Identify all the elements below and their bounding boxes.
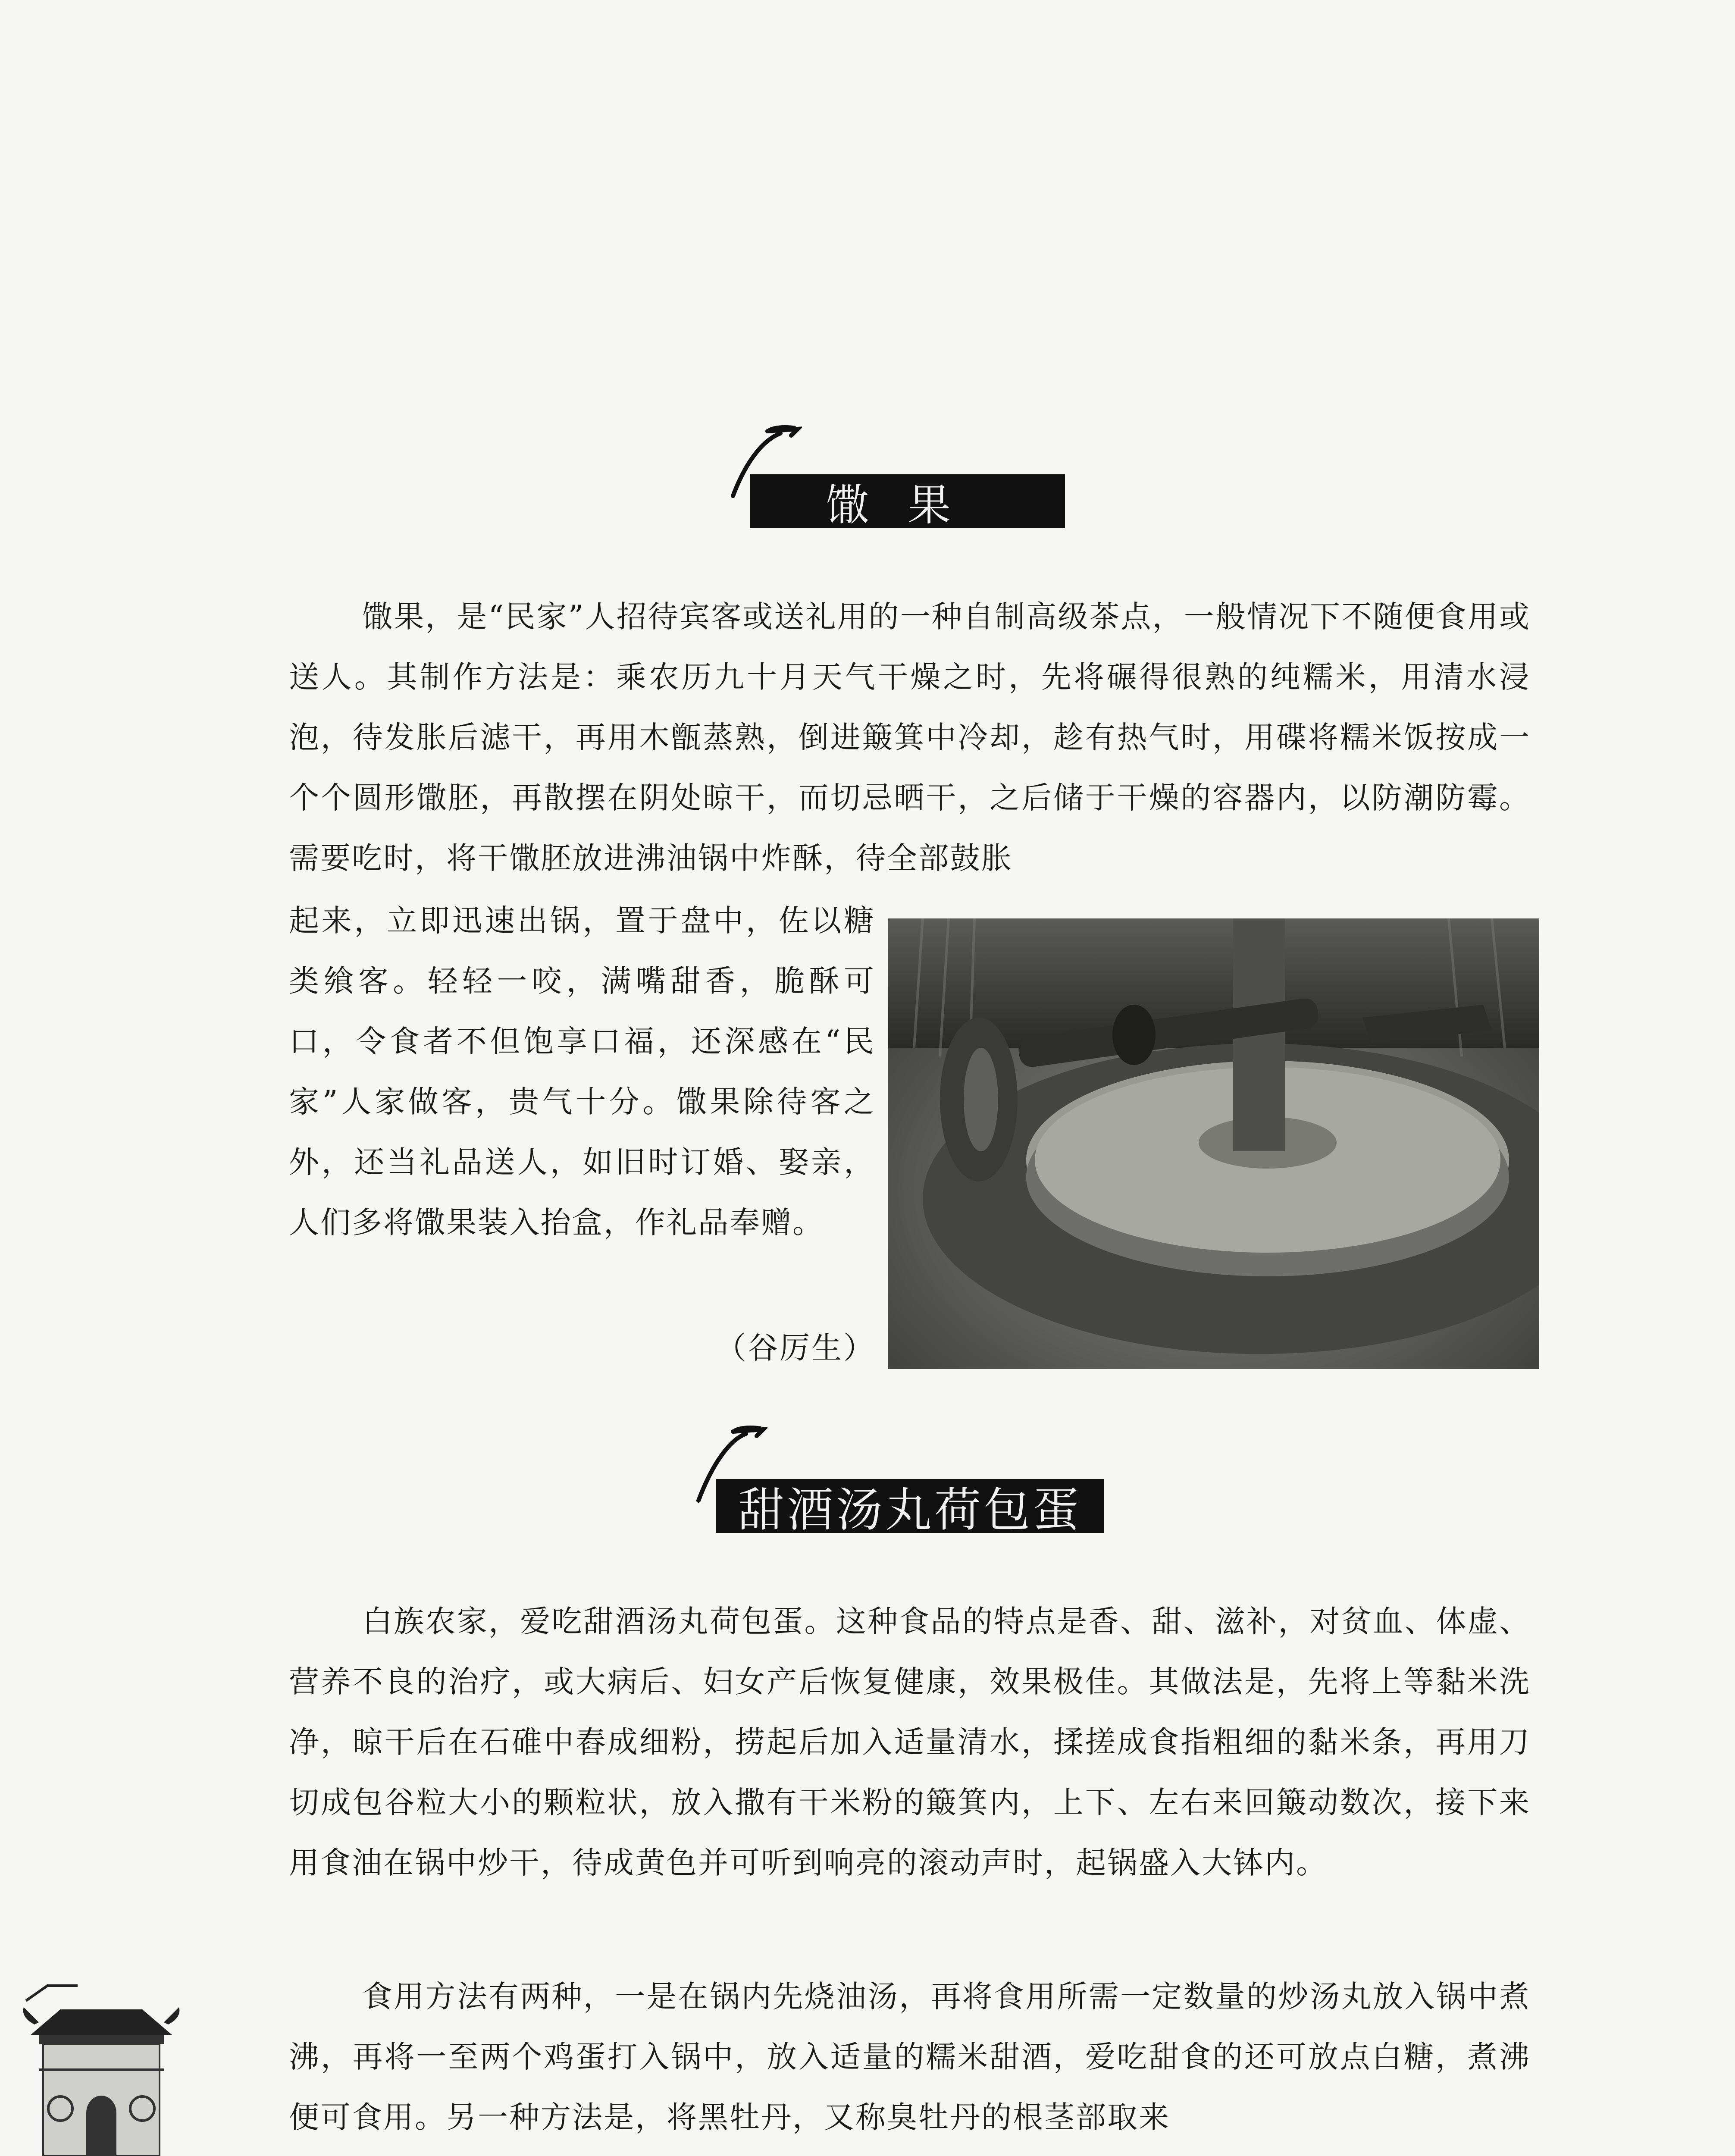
millstone-image <box>888 918 1539 1369</box>
temple-illustration-icon <box>22 1984 181 2156</box>
section-title: 甜酒汤丸荷包蛋 <box>716 1479 1104 1533</box>
section-heading-tianjiu <box>681 1423 1112 1535</box>
section1-paragraph: 馓果，是“民家”人招待宾客或送礼用的一种自制高级茶点，一般情况下不随便食用或送人。其制作方法是：乘农历九十月天气干燥之时，先将碾得很熟的纯糯米，用清水浸泡，待发胀后滤干，再用木甑蒸熟，倒进簸箕中冷却，趁有热气时，用碟将糯米饭按成一个个圆形馓胚，再散摆在阴处晾干，而切忌晒干，之后储于干燥的容器内，以防潮防霉。需要吃时，将干馓胚放进沸油锅中炸酥，待全部鼓胀 <box>289 599 1531 876</box>
section1-paragraph-wrap: 起来，立即迅速出锅，置于盘中，佐以糖类飨客。轻轻一咬，满嘴甜香，脆酥可口，令食者不但饱享口福，还深感在“民家”人家做客，贵气十分。馓果除待客之外，还当礼品送人，如旧时订婚、娶亲，人们多将馓果装入抬盒，作礼品奉赠。 <box>289 903 875 1240</box>
section2-paragraph-2: 食用方法有两种，一是在锅内先烧油汤，再将食用所需一定数量的炒汤丸放入锅中煮沸，再将一至两个鸡蛋打入锅中，放入适量的糯米甜酒，爱吃甜食的还可放点白糖，煮沸便可食用。另一种方法是，将黑牡丹，又称臭牡丹的根茎部取来 <box>289 1979 1531 2135</box>
section-title: 馓果 <box>750 474 1065 528</box>
author-credit: （谷厉生） <box>716 1330 875 1366</box>
millstone-photo <box>888 918 1539 1369</box>
section2-paragraph-1: 白族农家，爱吃甜酒汤丸荷包蛋。这种食品的特点是香、甜、滋补，对贫血、体虚、营养不良的治疗，或大病后、妇女产后恢复健康，效果极佳。其做法是，先将上等黏米洗净，晾干后在石碓中舂成细粉，捞起后加入适量清水，揉搓成食指粗细的黏米条，再用刀切成包谷粒大小的颗粒状，放入撒有干米粉的簸箕内，上下、左右来回簸动数次，接下来用食油在锅中炒干，待成黄色并可听到响亮的滚动声时，起锅盛入大钵内。 <box>289 1604 1531 1880</box>
section-heading-sanguo <box>716 423 1069 530</box>
